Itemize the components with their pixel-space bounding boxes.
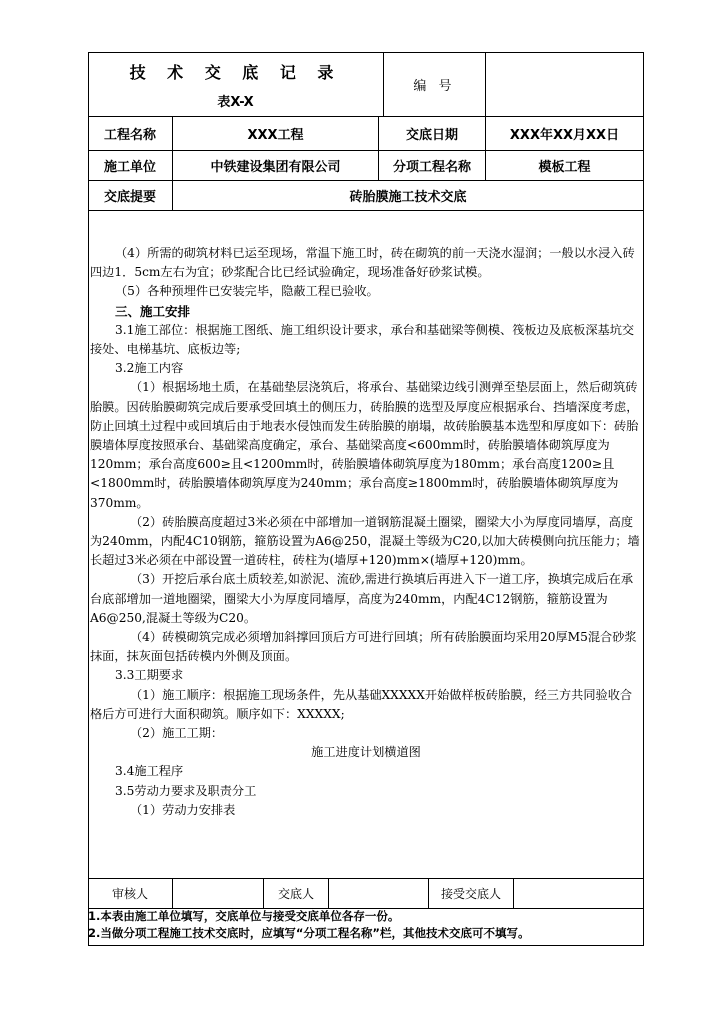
sub-project-label: 分项工程名称 xyxy=(392,159,471,175)
subsection-heading: 3.3工期要求 xyxy=(115,668,184,683)
receiver-label: 接受交底人 xyxy=(440,886,501,901)
disclosure-content xyxy=(90,244,642,820)
construction-unit-value[interactable]: 中铁建设集团有限公司 xyxy=(210,159,341,175)
number-value[interactable] xyxy=(486,52,643,116)
paragraph: （2）砖胎膜高度超过3米必须在中部增加一道钢筋混凝土圈梁，圈梁大小为厚度同墙厚，高度为240mm，内配4C10钢筋，箍筋设置为A6@250，混凝土等级为C20,以加大砖模侧向抗压能力；墙长超过3米必须在中部设置一道砖柱，砖柱为(墙厚+120)mm×(墙厚+120)mm。 xyxy=(90,514,640,568)
construction-unit-label: 施工单位 xyxy=(103,159,156,175)
summary-value[interactable]: 砖胎膜施工技术交底 xyxy=(349,189,467,205)
paragraph: （2）施工工期： xyxy=(130,726,224,741)
reviewer-field[interactable] xyxy=(173,878,263,908)
paragraph: （4）砖模砌筑完成必须增加斜撑回顶后方可进行回填；所有砖胎膜面均采用20厚M5混合砂浆抹面，抹灰面包括砖模内外侧及顶面。 xyxy=(90,630,637,664)
receiver-field[interactable] xyxy=(514,878,643,908)
disclosure-date-label: 交底日期 xyxy=(405,127,458,143)
form-title: 技 术 交 底 记 录 xyxy=(129,62,342,82)
reviewer-label: 审核人 xyxy=(111,886,148,901)
paragraph: （3）开挖后承台底土质较差,如淤泥、流砂,需进行换填后再进入下一道工序，换填完成后在承台底部增加一道地圈梁，圈梁大小为厚度同墙厚，高度为240mm，内配4C12钢筋，箍筋设置为A6@250,混凝土等级为C20。 xyxy=(90,572,634,625)
project-name-value[interactable]: XXX工程 xyxy=(247,127,304,143)
disclosure-date-value[interactable]: XXX年XX月XX日 xyxy=(509,127,620,143)
paragraph: （1）施工顺序：根据施工现场条件，先从基础XXXXX开始做样板砖胎膜，经三方共同验收合格后方可进行大面积砌筑。顺序如下：XXXXX; xyxy=(90,687,633,721)
paragraph: （1）劳动力安排表 xyxy=(130,802,236,817)
paragraph: （1）根据场地土质，在基础垫层浇筑后，将承台、基础梁边线引测弹至垫层面上，然后砌筑砖胎膜。因砖胎膜砌筑完成后要承受回填土的侧压力，砖胎膜的选型及厚度应根据承台、挡墙深度考虑，防止回填土过程中或回填后由于地表水侵蚀而发生砖胎膜的崩塌，故砖胎膜基本选型和厚度如下：砖胎膜墙体厚度按照承台、基础梁高度确定，承台、基础梁高度<600mm时，砖胎膜墙体砌筑厚度为120mm；承台高度600≥且<1200mm时，砖胎膜墙体砌筑厚度为180mm；承台高度1200≥且<1800mm时，砖胎膜墙体砌筑厚度为240mm；承台高度≥1800mm时，砖胎膜墙体砌筑厚度为370mm。 xyxy=(90,380,639,510)
disclosure-form xyxy=(88,52,644,946)
subsection-heading: 3.4施工程序 xyxy=(115,764,184,779)
form-notes xyxy=(88,908,644,942)
discloser-field[interactable] xyxy=(329,878,428,908)
border-bottom xyxy=(88,945,644,946)
number-label: 编 号 xyxy=(413,78,456,94)
subsection-heading: 3.2施工内容 xyxy=(115,361,184,376)
chart-caption: 施工进度计划横道图 xyxy=(311,745,421,760)
paragraph: （4）所需的砌筑材料已运至现场，常温下施工时，砖在砌筑的前一天浇水湿润；一般以水浸入砖四边1．5cm左右为宜；砂浆配合比已经试验确定，现场准备好砂浆试模。 xyxy=(90,246,635,280)
summary-label: 交底提要 xyxy=(103,189,156,205)
project-name-label: 工程名称 xyxy=(103,127,156,143)
section-heading: 三、施工安排 xyxy=(115,303,191,319)
note-item: 1.本表由施工单位填写，交底单位与接受交底单位各存一份。 xyxy=(88,909,400,923)
row-line xyxy=(88,210,644,211)
form-number: 表X-X xyxy=(217,94,254,110)
paragraph: （5）各种预埋件已安装完毕，隐蔽工程已验收。 xyxy=(115,284,379,299)
discloser-label: 交底人 xyxy=(277,886,314,901)
subsection-heading: 3.5劳动力要求及职责分工 xyxy=(115,783,257,798)
border-right xyxy=(643,52,644,946)
paragraph: 3.1施工部位：根据施工图纸、施工组织设计要求，承台和基础梁等侧模、筏板边及底板深基坑交接处、电梯基坑、底板边等; xyxy=(90,322,635,357)
note-item: 2.当做分项工程施工技术交底时，应填写“分项工程名称”栏，其他技术交底可不填写。 xyxy=(88,926,530,940)
sub-project-value[interactable]: 模板工程 xyxy=(538,159,591,175)
